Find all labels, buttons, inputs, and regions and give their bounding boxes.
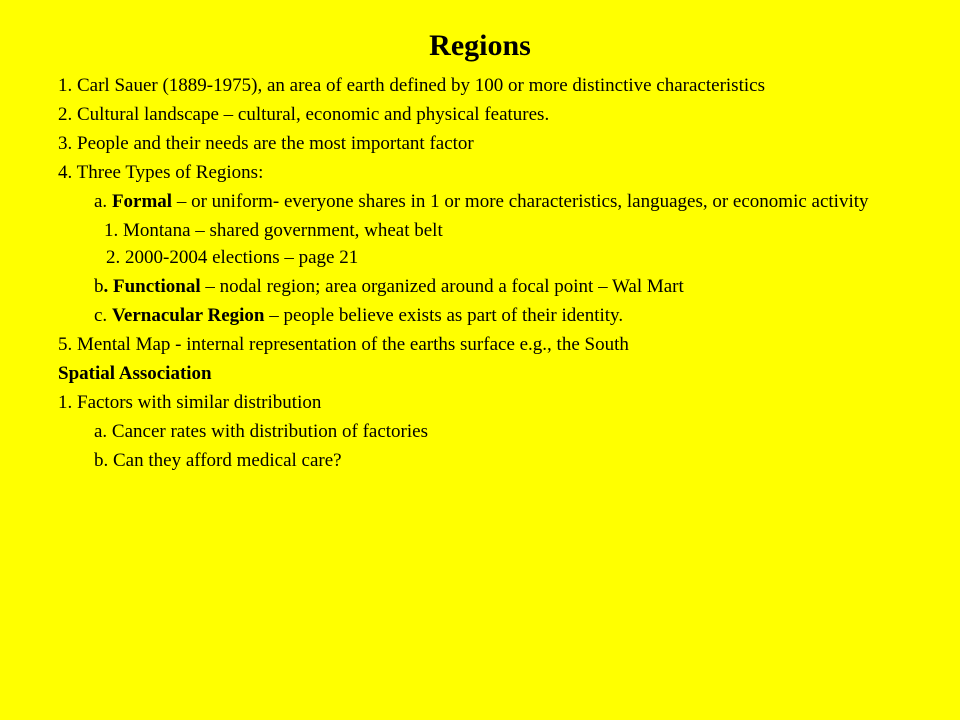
spatial-association-heading: [58, 364, 918, 384]
functional-description: – nodal region; area organized around a focal point – Wal Mart: [200, 276, 684, 297]
list-item-types-of-regions: 4. Three Types of Regions:: [58, 162, 264, 183]
slide-title: Regions: [429, 29, 531, 62]
list-item-medical-care: b. Can they afford medical care?: [94, 450, 342, 471]
functional-prefix: b: [94, 276, 104, 297]
formal-term: Formal: [111, 191, 173, 212]
formal-description: – or uniform- everyone shares in 1 or more characteristics, languages, or economic activity: [172, 191, 869, 212]
vernacular-term: Vernacular Region: [111, 305, 265, 326]
list-item-similar-distribution: 1. Factors with similar distribution: [58, 392, 322, 413]
list-item-functional-region: [94, 277, 918, 297]
list-item-cancer-rates: a. Cancer rates with distribution of factories: [94, 421, 428, 442]
list-item-cultural-landscape: 2. Cultural landscape – cultural, economic and physical features.: [58, 104, 550, 125]
list-item-formal-region: [94, 192, 918, 212]
vernacular-prefix: c.: [94, 305, 112, 326]
list-item-mental-map: 5. Mental Map - internal representation of the earths surface e.g., the South: [58, 334, 629, 355]
list-item-montana: 1. Montana – shared government, wheat belt: [104, 220, 443, 241]
functional-term: . Functional: [103, 276, 201, 297]
list-item-sauer: 1. Carl Sauer (1889-1975), an area of earth defined by 100 or more distinctive characteristics: [58, 75, 765, 96]
list-item-people-needs: 3. People and their needs are the most important factor: [58, 133, 474, 154]
slide-content: [58, 76, 918, 480]
vernacular-description: – people believe exists as part of their identity.: [264, 305, 624, 326]
formal-prefix: a.: [94, 191, 112, 212]
list-item-elections: 2. 2000-2004 elections – page 21: [106, 247, 359, 268]
list-item-vernacular-region: [94, 306, 918, 326]
spatial-association-label: Spatial Association: [58, 363, 212, 384]
